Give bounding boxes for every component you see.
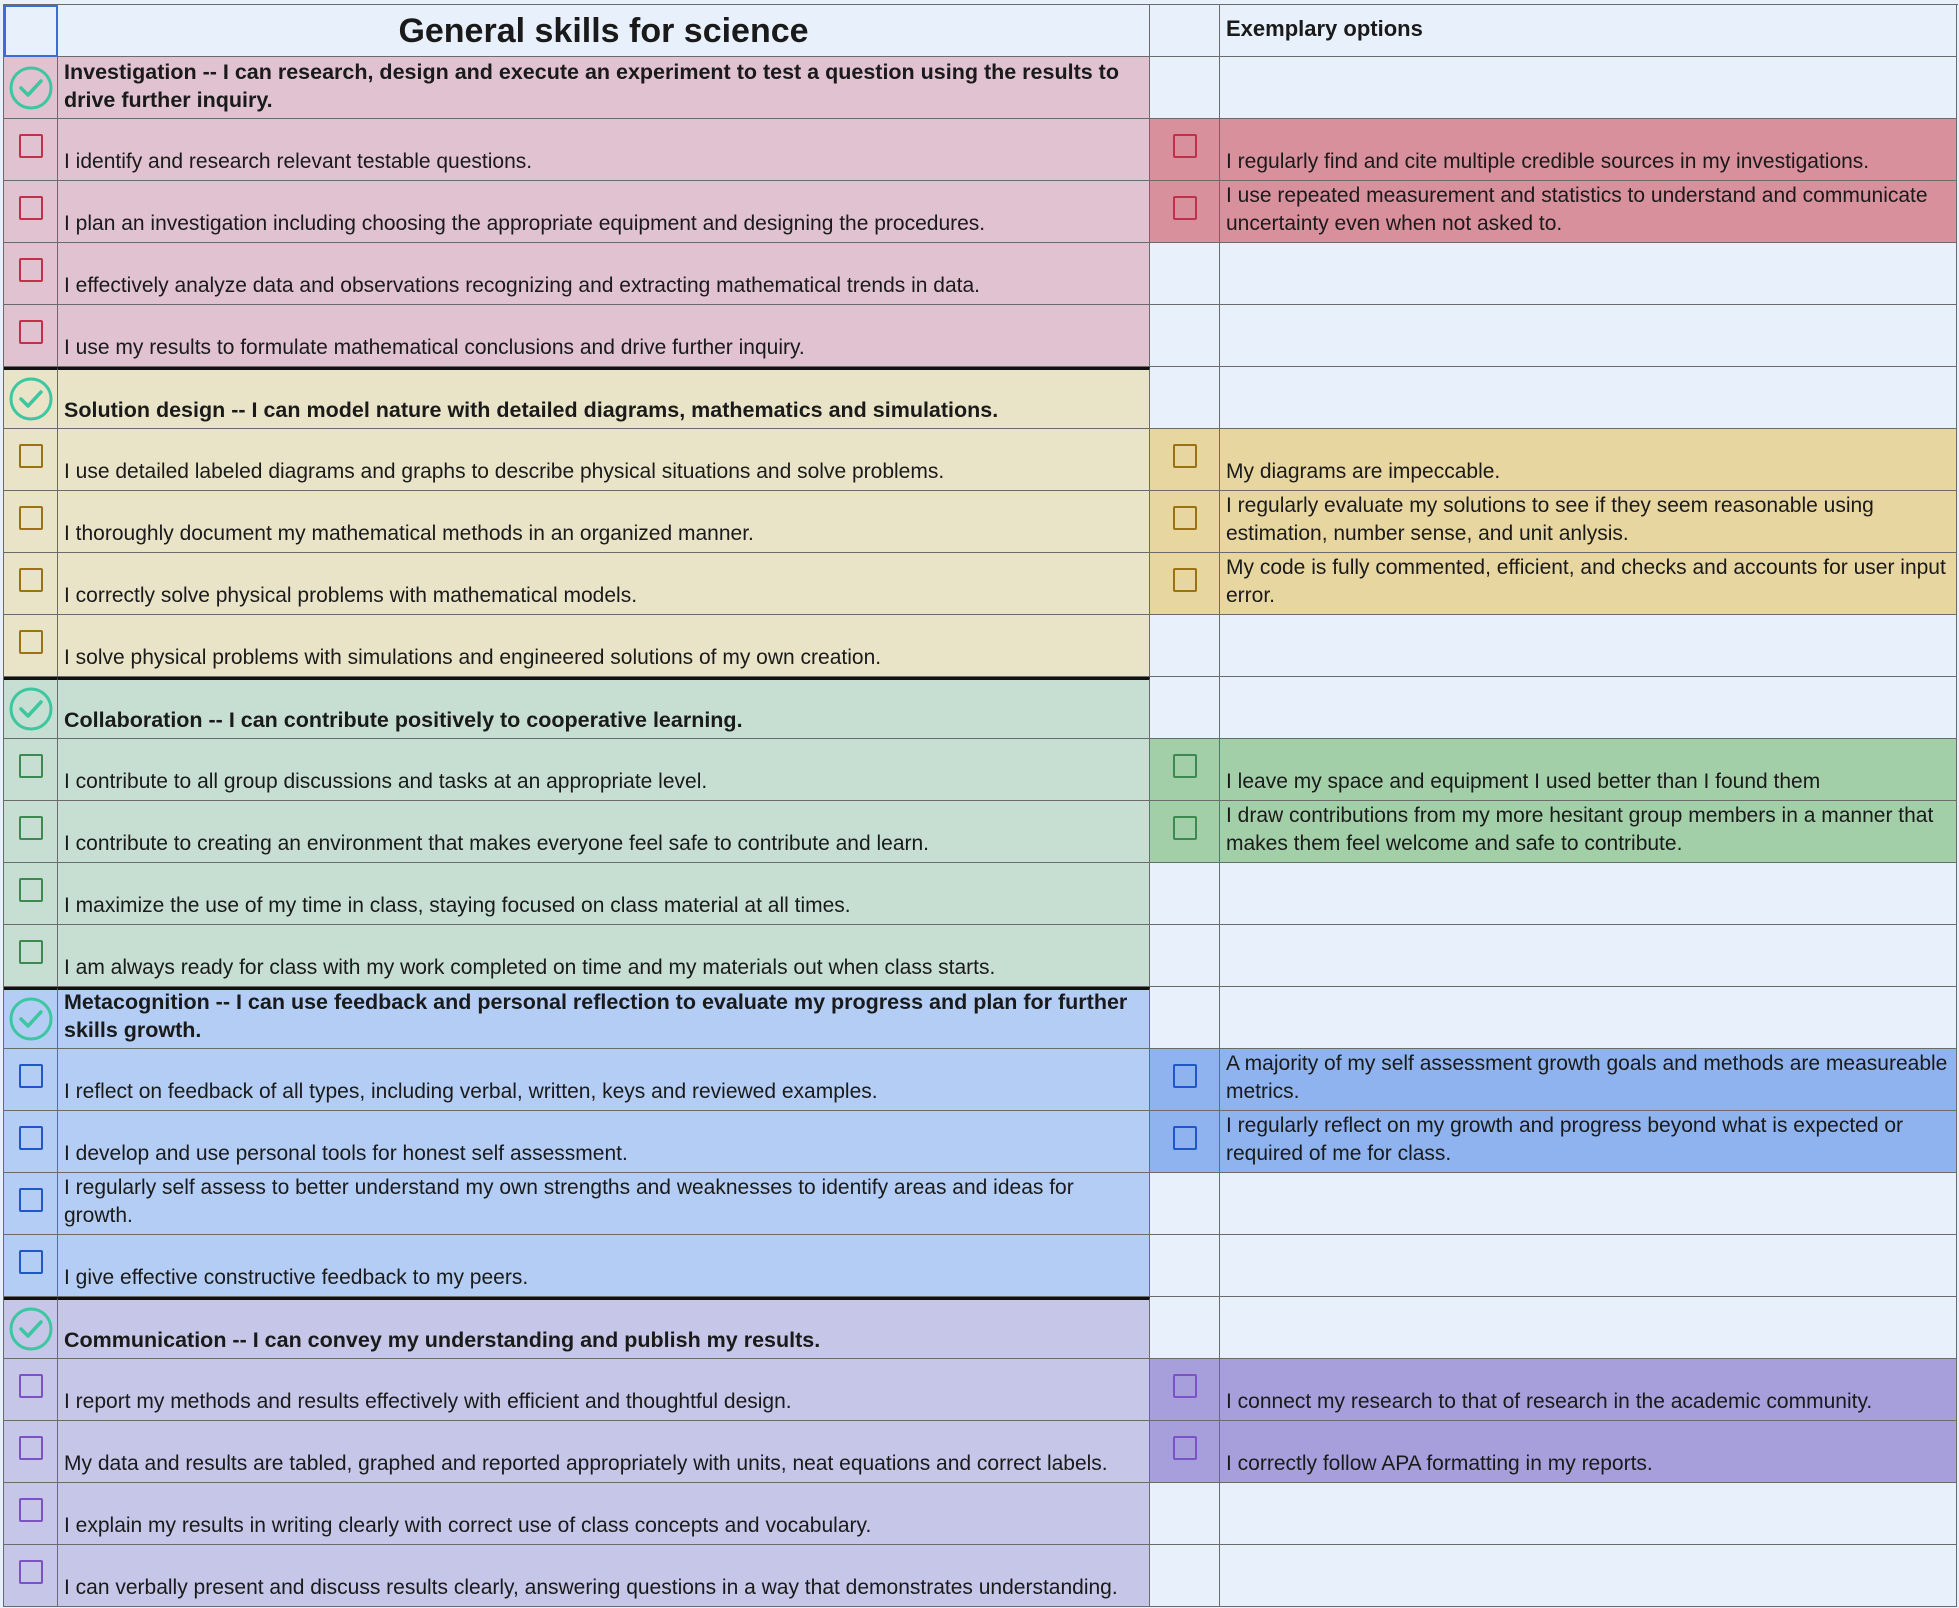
skill-check-cell [4,1421,58,1483]
exemplary-text-empty [1220,677,1957,739]
skill-checkbox[interactable] [19,568,43,592]
skill-check-cell [4,1359,58,1421]
skill-check-cell [4,1545,58,1607]
exemplary-checkbox[interactable] [1173,1064,1197,1088]
skill-checkbox[interactable] [19,1250,43,1274]
skill-checkbox[interactable] [19,134,43,158]
skill-check-cell [4,243,58,305]
skill-text: My data and results are tabled, graphed and reported appropriately with units, neat equations and correct labels. [58,1421,1150,1483]
skill-checkbox[interactable] [19,816,43,840]
skill-text: I contribute to creating an environment that makes everyone feel safe to contribute and learn. [58,801,1150,863]
skill-checkbox[interactable] [19,1064,43,1088]
check-circle-icon[interactable] [8,1306,54,1352]
check-circle-icon[interactable] [8,376,54,422]
exemplary-check-empty [1150,863,1220,925]
exemplary-check-cell [1150,429,1220,491]
check-circle-icon[interactable] [8,65,54,111]
skill-checkbox[interactable] [19,1374,43,1398]
exemplary-text-empty [1220,863,1957,925]
skill-text: I explain my results in writing clearly with correct use of class concepts and vocabulary. [58,1483,1150,1545]
exemplary-checkbox[interactable] [1173,754,1197,778]
header-corner-cell[interactable] [4,5,58,57]
exemplary-checkbox[interactable] [1173,1374,1197,1398]
skill-checkbox[interactable] [19,506,43,530]
exemplary-check-cell [1150,739,1220,801]
skill-check-cell [4,863,58,925]
skill-check-cell [4,801,58,863]
skill-check-cell [4,553,58,615]
skill-checkbox[interactable] [19,630,43,654]
exemplary-check-empty [1150,987,1220,1049]
exemplary-check-empty [1150,367,1220,429]
skill-check-cell [4,181,58,243]
category-title: Metacognition -- I can use feedback and personal reflection to evaluate my progress and plan for further skills growth. [58,987,1150,1049]
exemplary-check-empty [1150,1297,1220,1359]
check-circle-icon[interactable] [8,996,54,1042]
skill-text: I maximize the use of my time in class, staying focused on class material at all times. [58,863,1150,925]
skill-text: I develop and use personal tools for honest self assessment. [58,1111,1150,1173]
skill-text: I regularly self assess to better understand my own strengths and weaknesses to identify areas and ideas for growth. [58,1173,1150,1235]
exemplary-check-cell [1150,119,1220,181]
skill-text: I solve physical problems with simulations and engineered solutions of my own creation. [58,615,1150,677]
skill-text: I reflect on feedback of all types, including verbal, written, keys and reviewed examples. [58,1049,1150,1111]
exemplary-check-empty [1150,1545,1220,1607]
exemplary-check-empty [1150,1235,1220,1297]
header-empty-cell [1150,5,1220,57]
exemplary-text: I correctly follow APA formatting in my reports. [1220,1421,1957,1483]
skill-text: I correctly solve physical problems with mathematical models. [58,553,1150,615]
category-title: Collaboration -- I can contribute positively to cooperative learning. [58,677,1150,739]
skill-check-cell [4,429,58,491]
skill-text: I can verbally present and discuss results clearly, answering questions in a way that demonstrates understanding. [58,1545,1150,1607]
skill-checkbox[interactable] [19,196,43,220]
skill-text: I report my methods and results effectively with efficient and thoughtful design. [58,1359,1150,1421]
skill-check-cell [4,925,58,987]
category-title: Communication -- I can convey my understanding and publish my results. [58,1297,1150,1359]
exemplary-text: I regularly reflect on my growth and progress beyond what is expected or required of me for class. [1220,1111,1957,1173]
exemplary-text-empty [1220,57,1957,119]
exemplary-heading: Exemplary options [1220,5,1957,57]
exemplary-check-cell [1150,1421,1220,1483]
skill-check-cell [4,739,58,801]
skill-checkbox[interactable] [19,1560,43,1584]
skill-checkbox[interactable] [19,754,43,778]
skill-checkbox[interactable] [19,1126,43,1150]
skill-check-cell [4,491,58,553]
category-check-cell[interactable] [4,987,58,1049]
skill-text: I contribute to all group discussions and tasks at an appropriate level. [58,739,1150,801]
skill-checkbox[interactable] [19,444,43,468]
exemplary-text-empty [1220,1545,1957,1607]
exemplary-text-empty [1220,1297,1957,1359]
category-title: Investigation -- I can research, design and execute an experiment to test a question using the results to drive further inquiry. [58,57,1150,119]
skill-text: I use detailed labeled diagrams and graphs to describe physical situations and solve problems. [58,429,1150,491]
category-check-cell[interactable] [4,677,58,739]
exemplary-check-empty [1150,615,1220,677]
exemplary-text: My code is fully commented, efficient, and checks and accounts for user input error. [1220,553,1957,615]
skill-checkbox[interactable] [19,1498,43,1522]
check-circle-icon[interactable] [8,686,54,732]
exemplary-text: I draw contributions from my more hesitant group members in a manner that makes them feel welcome and safe to contribute. [1220,801,1957,863]
skill-text: I thoroughly document my mathematical methods in an organized manner. [58,491,1150,553]
exemplary-text-empty [1220,925,1957,987]
skill-check-cell [4,615,58,677]
skill-checkbox[interactable] [19,258,43,282]
exemplary-text: I leave my space and equipment I used better than I found them [1220,739,1957,801]
exemplary-check-cell [1150,1111,1220,1173]
skill-check-cell [4,1173,58,1235]
exemplary-text-empty [1220,1483,1957,1545]
skill-check-cell [4,305,58,367]
exemplary-check-empty [1150,677,1220,739]
skill-check-cell [4,119,58,181]
skill-checkbox[interactable] [19,878,43,902]
exemplary-text-empty [1220,615,1957,677]
skill-text: I give effective constructive feedback to my peers. [58,1235,1150,1297]
exemplary-text-empty [1220,243,1957,305]
exemplary-text: I regularly find and cite multiple credible sources in my investigations. [1220,119,1957,181]
exemplary-text: My diagrams are impeccable. [1220,429,1957,491]
skill-text: I identify and research relevant testable questions. [58,119,1150,181]
exemplary-text: I regularly evaluate my solutions to see if they seem reasonable using estimation, number sense, and unit anlysis. [1220,491,1957,553]
exemplary-check-empty [1150,925,1220,987]
exemplary-text-empty [1220,305,1957,367]
category-check-cell[interactable] [4,367,58,429]
exemplary-text: I use repeated measurement and statistics to understand and communicate uncertainty even when not asked to. [1220,181,1957,243]
exemplary-text-empty [1220,1235,1957,1297]
exemplary-checkbox[interactable] [1173,568,1197,592]
skill-check-cell [4,1235,58,1297]
exemplary-check-cell [1150,1049,1220,1111]
exemplary-checkbox[interactable] [1173,444,1197,468]
exemplary-checkbox[interactable] [1173,506,1197,530]
skill-check-cell [4,1111,58,1173]
category-check-cell[interactable] [4,57,58,119]
exemplary-check-cell [1150,491,1220,553]
exemplary-checkbox[interactable] [1173,816,1197,840]
skill-check-cell [4,1483,58,1545]
skill-text: I am always ready for class with my work completed on time and my materials out when class starts. [58,925,1150,987]
exemplary-check-cell [1150,1359,1220,1421]
exemplary-checkbox[interactable] [1173,1436,1197,1460]
skill-text: I effectively analyze data and observations recognizing and extracting mathematical trends in data. [58,243,1150,305]
exemplary-check-empty [1150,57,1220,119]
exemplary-text: A majority of my self assessment growth goals and methods are measureable metrics. [1220,1049,1957,1111]
exemplary-check-empty [1150,1483,1220,1545]
skill-checkbox[interactable] [19,1436,43,1460]
skill-checkbox[interactable] [19,940,43,964]
exemplary-check-empty [1150,1173,1220,1235]
exemplary-checkbox[interactable] [1173,196,1197,220]
exemplary-text-empty [1220,987,1957,1049]
exemplary-text: I connect my research to that of research in the academic community. [1220,1359,1957,1421]
exemplary-check-empty [1150,305,1220,367]
exemplary-check-cell [1150,181,1220,243]
exemplary-checkbox[interactable] [1173,1126,1197,1150]
page-title: General skills for science [58,5,1150,57]
skill-checkbox[interactable] [19,320,43,344]
skill-check-cell [4,1049,58,1111]
exemplary-check-cell [1150,801,1220,863]
skill-text: I use my results to formulate mathematical conclusions and drive further inquiry. [58,305,1150,367]
category-title: Solution design -- I can model nature with detailed diagrams, mathematics and simulations. [58,367,1150,429]
exemplary-text-empty [1220,1173,1957,1235]
skill-text: I plan an investigation including choosing the appropriate equipment and designing the procedures. [58,181,1150,243]
exemplary-text-empty [1220,367,1957,429]
exemplary-checkbox[interactable] [1173,134,1197,158]
exemplary-check-empty [1150,243,1220,305]
skills-spreadsheet [3,4,1958,1607]
skill-checkbox[interactable] [19,1188,43,1212]
category-check-cell[interactable] [4,1297,58,1359]
exemplary-check-cell [1150,553,1220,615]
